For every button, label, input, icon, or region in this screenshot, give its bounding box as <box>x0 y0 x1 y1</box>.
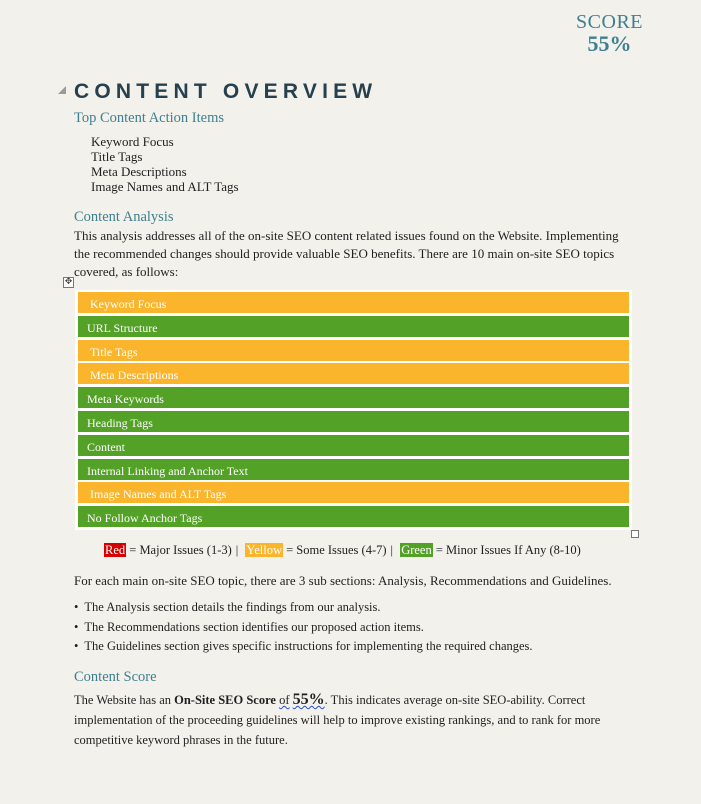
action-item: Keyword Focus <box>91 134 174 149</box>
legend-separator: | <box>235 543 239 557</box>
score-inline-value: 55% <box>292 691 325 708</box>
legend-red-chip: Red <box>105 543 126 557</box>
topic-row: Heading Tags <box>78 411 629 432</box>
legend-separator: | <box>390 543 394 557</box>
subsection-item: • The Analysis section details the findings from our analysis. <box>74 598 533 618</box>
topic-row: Keyword Focus <box>78 292 629 313</box>
topic-row: No Follow Anchor Tags <box>78 506 629 527</box>
topic-row: Meta Descriptions <box>78 363 629 384</box>
score-of: of <box>279 693 290 707</box>
content-score-title: Content Score <box>74 669 157 685</box>
topic-row: Content <box>78 435 629 456</box>
table-move-handle-icon[interactable]: ✥ <box>64 277 73 287</box>
legend-yellow-text: = Some Issues (4-7) <box>282 543 387 557</box>
analysis-paragraph: This analysis addresses all of the on-site SEO content related issues found on the Website. Implementing the recommended changes should provide valuable SEO benefits. There are 10 main on-site SEO topics covered, as follows: <box>74 228 619 279</box>
collapse-triangle-icon[interactable] <box>58 86 66 94</box>
action-items-list <box>91 134 239 194</box>
action-item: Title Tags <box>91 149 143 164</box>
score-bold-label: On-Site SEO Score <box>174 693 276 707</box>
content-analysis-title: Content Analysis <box>74 209 174 225</box>
score-suffix: . This indicates average on-site SEO-ability. Correct implementation of the proceeding guidelines will help to improve existing rankings, and to rank for more competitive keyword phrases in the future. <box>74 693 601 747</box>
score-value: 55% <box>587 31 632 56</box>
content-score-paragraph <box>74 690 644 750</box>
subsection-item: • The Guidelines section gives specific instructions for implementing the required changes. <box>74 637 533 657</box>
action-item: Image Names and ALT Tags <box>91 179 239 194</box>
score-box <box>576 11 643 55</box>
topic-row: URL Structure <box>78 316 629 337</box>
top-actions-title: Top Content Action Items <box>74 110 225 126</box>
topic-row: Internal Linking and Anchor Text <box>78 459 629 480</box>
score-prefix: The Website has an <box>74 693 175 707</box>
topic-row: Title Tags <box>78 340 629 361</box>
subsections-list <box>74 598 533 657</box>
topic-row: Image Names and ALT Tags <box>78 482 629 503</box>
color-legend <box>104 543 581 558</box>
subsections-intro: For each main on-site SEO topic, there are 3 sub sections: Analysis, Recommendations and Guidelines. <box>74 573 612 588</box>
score-label: SCORE <box>576 11 643 33</box>
legend-green-chip: Green <box>401 543 432 557</box>
action-item: Meta Descriptions <box>91 164 187 179</box>
topic-row: Meta Keywords <box>78 387 629 408</box>
legend-green-text: = Minor Issues If Any (8-10) <box>432 543 581 557</box>
subsection-item: • The Recommendations section identifies our proposed action items. <box>74 618 533 638</box>
legend-yellow-chip: Yellow <box>246 543 282 557</box>
section-heading: CONTENT OVERVIEW <box>74 80 378 103</box>
legend-red-text: = Major Issues (1-3) <box>126 543 232 557</box>
topics-table <box>75 290 632 530</box>
table-resize-handle[interactable] <box>631 530 639 538</box>
